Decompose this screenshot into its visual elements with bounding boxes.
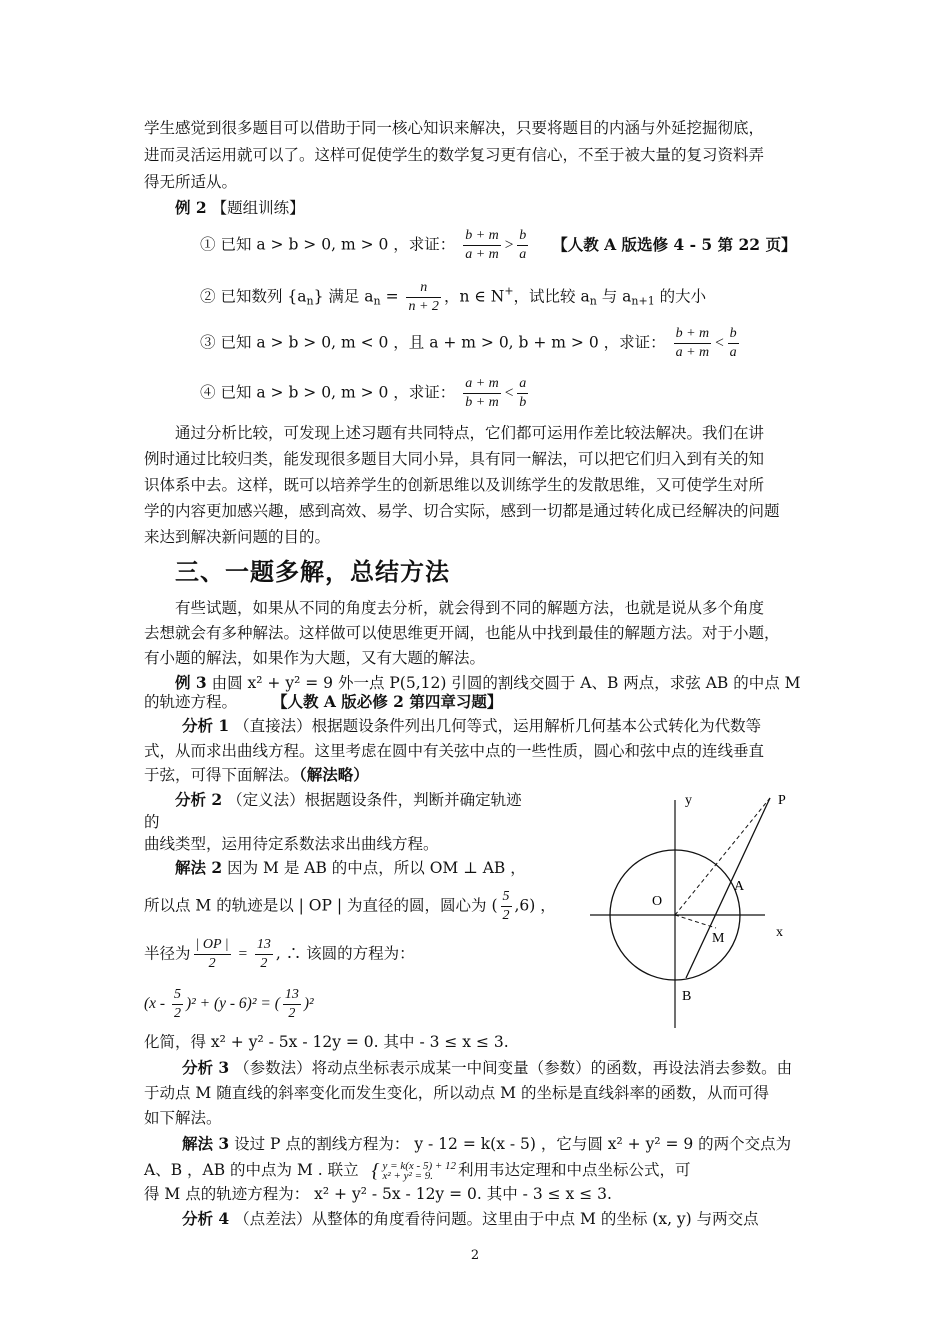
page-number: 2: [470, 1248, 480, 1263]
fraction: $\frac{5}{2}$: [502, 889, 510, 923]
solution2-text: , ∴ 该圆的方程为：: [275, 944, 415, 963]
fraction: $\frac{b + m}{a + m}$: [465, 228, 499, 262]
example3-label: 例 3: [175, 673, 207, 692]
intro-line-2: 进而灵活运用就可以了。这样可促使学生的数学复习更有信心，不至于被大量的复习资料弄: [144, 146, 765, 164]
analysis3-line-1: [182, 1058, 792, 1078]
item-text: 已知数列 {a: [220, 287, 307, 306]
analysis4-label: 分析 4: [182, 1209, 230, 1228]
solution3-text: 设过 P 点的割线方程为： y - 12 = k(x - 5) ，它与圆 x² + y² = 9 的两个交点为: [234, 1135, 792, 1153]
analysis1-line-3: [144, 765, 369, 785]
solution2-line-2: [144, 888, 556, 925]
solution2-line-3: [144, 936, 415, 973]
equals: =: [233, 945, 252, 963]
solution3-line-2: [144, 1160, 690, 1181]
superscript: +: [504, 284, 514, 298]
label-b: B: [682, 989, 692, 1004]
analysis2-line-2: 的: [144, 813, 160, 831]
analysis2-text: （定义法）根据题设条件，判断并确定轨迹: [227, 791, 522, 809]
analysis2-line-3: 曲线类型，运用待定系数法求出曲线方程。: [144, 835, 439, 853]
textbook-reference: 【人教 A 版必修 2 第四章习题】: [271, 692, 503, 711]
item-text: 已知 a > b > 0, m > 0 ，求证：: [220, 383, 456, 402]
item-text: 的大小: [654, 287, 707, 306]
example3-line-1: [175, 673, 801, 693]
relation: <: [714, 334, 725, 352]
fraction: $\frac{a}{b}$: [519, 376, 527, 410]
item-text: 与 a: [596, 287, 632, 306]
example2-item-1: [200, 227, 796, 264]
example2-item-3: [200, 325, 742, 362]
subscript: n: [306, 294, 314, 308]
fraction: $\frac{n}{n + 2}$: [408, 280, 439, 314]
relation: >: [503, 236, 515, 254]
analysis3-line-2: 于动点 M 随直线的斜率变化而发生变化，所以动点 M 的坐标是直线斜率的函数，从而可得: [144, 1084, 769, 1102]
example3-text: 由圆 x² + y² = 9 外一点 P(5,12) 引圆的割线交圆于 A、B 两点，求弦 AB 的中点 M: [211, 674, 801, 692]
intro-line-1: 学生感觉到很多题目可以借助于同一核心知识来解决，只要将题目的内涵与外延挖掘彻底，: [144, 119, 765, 137]
solution2-equation: [144, 986, 314, 1023]
example3-line-2: [144, 692, 502, 712]
equation-part: (x -: [144, 995, 169, 1013]
fraction: $\frac{13}{2}$: [256, 937, 271, 971]
analysis1-text: （直接法）根据题设条件列出几何等式，运用解析几何基本公式转化为代数等: [234, 717, 762, 735]
section-heading: 三、一题多解，总结方法: [175, 558, 450, 586]
fraction: $\frac{a + m}{b + m}$: [465, 376, 499, 410]
fraction: $\frac{b + m}{a + m}$: [675, 326, 710, 360]
solution3-line-3: 得 M 点的轨迹方程为： x² + y² - 5x - 12y = 0. 其中 - 3 ≤ x ≤ 3.: [144, 1185, 612, 1203]
solution2-line-1: [175, 858, 526, 878]
analysis3-label: 分析 3: [182, 1058, 230, 1077]
solution3-label: 解法 3: [182, 1134, 230, 1153]
analysis1-line-1: [182, 716, 761, 736]
analysis2-line-1: [175, 790, 522, 810]
label-m: M: [712, 931, 725, 946]
textbook-reference: 【人教 A 版选修 4 - 5 第 22 页】: [552, 234, 797, 254]
label-a: A: [734, 879, 745, 894]
analysis-line-3: 识体系中去。这样，既可以培养学生的创新思维以及训练学生的发散思维，又可使学生对所: [144, 476, 765, 494]
item-marker: ②: [200, 287, 216, 306]
fraction: $\frac{b}{a}$: [729, 326, 737, 360]
analysis3-text: （参数法）将动点坐标表示成某一中间变量（参数）的函数，再设法消去参数。由: [234, 1059, 793, 1077]
item-text: } 满足 a: [313, 287, 374, 306]
label-x: x: [776, 925, 783, 940]
equation-system: { y = k(x - 5) + 12 x² + y² = 9.: [371, 1160, 457, 1182]
subscript: n: [373, 294, 381, 308]
intro-line-3: 得无所适从。: [144, 173, 238, 191]
solution3-text: 利用韦达定理和中点坐标公式，可: [457, 1161, 691, 1179]
circle-secant-figure: [590, 780, 830, 1030]
item-text: 已知 a > b > 0, m > 0 ，求证：: [220, 235, 456, 254]
label-p: P: [778, 793, 786, 808]
example2-label: 例 2: [175, 198, 207, 217]
equation-part: )²: [303, 995, 314, 1013]
analysis-line-4: 学的内容更加感兴趣，感到高效、易学、切合实际，感到一切都是通过转化成已经解决的问题: [144, 502, 780, 520]
analysis4-line-1: [182, 1209, 759, 1229]
label-o: O: [652, 894, 663, 909]
analysis2-label: 分析 2: [175, 790, 223, 809]
fraction: $\frac{| OP |}{2}$: [195, 937, 229, 971]
section-line-2: 去想就会有多种解法。这样做可以使思维更开阔，也能从中找到最佳的解题方法。对于小题，: [144, 624, 780, 642]
analysis1-label: 分析 1: [182, 716, 230, 735]
fraction: $\frac{13}{2}$: [284, 987, 299, 1021]
analysis1-text: 于弦，可得下面解法。: [144, 766, 300, 784]
solution2-line-5: 化简，得 x² + y² - 5x - 12y = 0. 其中 - 3 ≤ x ≤ 3.: [144, 1033, 509, 1051]
item-text: 已知 a > b > 0, m < 0 ，且 a + m > 0, b + m > 0 ，求证：: [220, 333, 666, 352]
item-text: ，试比较 a: [513, 287, 590, 306]
solution2-text: ,6) ，: [514, 896, 556, 915]
example3-text: 的轨迹方程。: [144, 693, 238, 711]
solution2-text: 半径为: [144, 944, 191, 963]
example2-header: [175, 198, 305, 218]
analysis-line-1: 通过分析比较，可发现上述习题有共同特点，它们都可运用作差比较法解决。我们在讲: [175, 424, 765, 442]
segment-om: [675, 915, 716, 928]
relation: <: [503, 384, 515, 402]
section-line-3: 有小题的解法，如果作为大题，又有大题的解法。: [144, 649, 486, 667]
label-y: y: [685, 793, 692, 808]
solution3-text: A、B ，AB 的中点为 M . 联立: [144, 1161, 359, 1179]
subscript: n+1: [631, 294, 655, 308]
solution2-text: 所以点 M 的轨迹是以 | OP | 为直径的圆，圆心为 (: [144, 896, 498, 915]
item-text: =: [380, 287, 404, 306]
item-marker: ③: [200, 333, 216, 352]
example2-item-2: [200, 279, 706, 316]
subscript: n: [589, 294, 597, 308]
fraction: $\frac{b}{a}$: [519, 228, 527, 262]
analysis-line-5: 来达到解决新问题的目的。: [144, 528, 331, 546]
example2-title: 【题组训练】: [211, 199, 305, 217]
solution2-label: 解法 2: [175, 858, 223, 877]
analysis1-line-2: 式，从而求出曲线方程。这里考虑在圆中有关弦中点的一些性质，圆心和弦中点的连线垂直: [144, 742, 765, 760]
solution3-line-1: [182, 1134, 791, 1154]
item-marker: ④: [200, 383, 216, 402]
equation-part: )² + (y - 6)² = (: [185, 995, 280, 1013]
item-text: ，n ∈ N: [443, 287, 505, 306]
analysis4-text: （点差法）从整体的角度看待问题。这里由于中点 M 的坐标 (x, y) 与两交点: [234, 1210, 759, 1228]
example2-item-4: [200, 375, 531, 412]
analysis3-line-3: 如下解法。: [144, 1109, 222, 1127]
section-line-1: 有些试题，如果从不同的角度去分析，就会得到不同的解题方法，也就是说从多个角度: [175, 599, 765, 617]
solution2-text: 因为 M 是 AB 的中点，所以 OM ⊥ AB ，: [227, 859, 526, 877]
item-marker: ①: [200, 235, 216, 254]
secant-line: [686, 798, 770, 978]
segment-op: [675, 798, 770, 915]
analysis1-note: （解法略）: [299, 765, 369, 784]
fraction: $\frac{5}{2}$: [173, 987, 181, 1021]
analysis-line-2: 例时通过比较归类，能发现很多题目大同小异，具有同一解法，可以把它们归入到有关的知: [144, 450, 765, 468]
